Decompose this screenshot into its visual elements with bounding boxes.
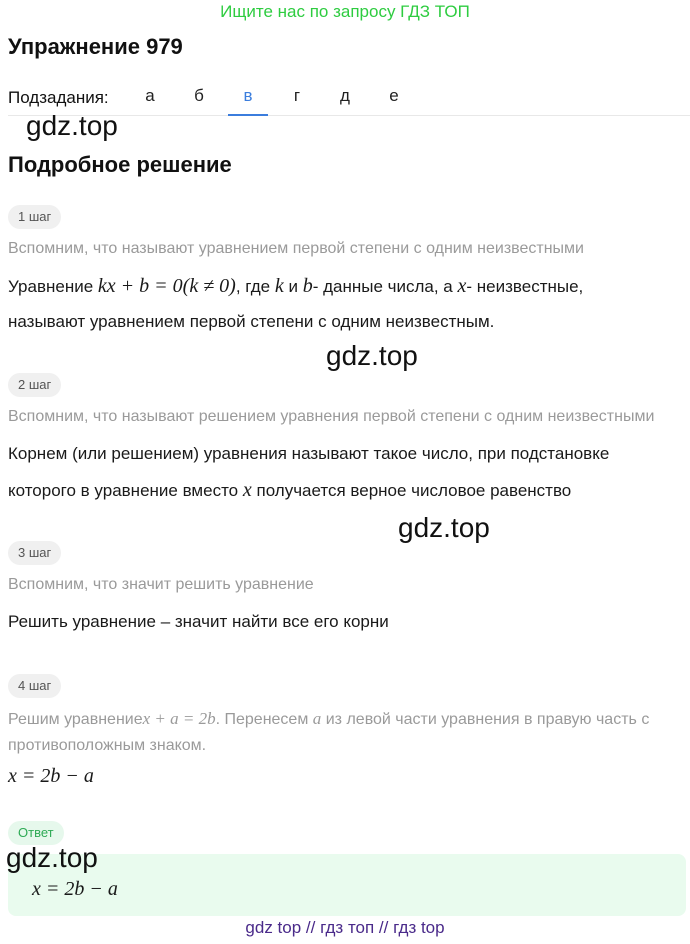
step-2-hint: Вспомним, что называют решением уравнения первой степени с одним неизвестными bbox=[8, 408, 655, 425]
var-b: b bbox=[302, 275, 313, 297]
watermark: gdz.top bbox=[26, 110, 118, 141]
step-2-text: которого в уравнение вместо bbox=[8, 481, 239, 500]
step-2-line-2 bbox=[8, 472, 571, 509]
step-4-result: x = 2b − a bbox=[8, 765, 94, 787]
tab-g[interactable]: г bbox=[293, 86, 301, 105]
step-2-text: получается верное числовое равенство bbox=[256, 481, 572, 500]
step-1-text: Уравнение bbox=[8, 277, 94, 296]
step-1-hint: Вспомним, что называют уравнением первой степени с одним неизвестными bbox=[8, 240, 584, 257]
step-1-line-2: называют уравнением первой степени с одним неизвестным. bbox=[8, 312, 495, 331]
tab-e[interactable]: е bbox=[389, 86, 399, 105]
var-k: k bbox=[274, 275, 284, 297]
watermark: gdz.top bbox=[398, 512, 490, 543]
subtasks-label: Подзадания: bbox=[8, 88, 109, 107]
step-4-badge: 4 шаг bbox=[8, 674, 61, 698]
watermark: gdz.top bbox=[326, 340, 418, 371]
var-x: x bbox=[242, 479, 252, 501]
step-4-hint-formula: x + a = 2b bbox=[142, 709, 216, 728]
step-1-text: , где bbox=[235, 277, 271, 296]
answer-box bbox=[8, 854, 686, 916]
step-2-badge: 2 шаг bbox=[8, 373, 61, 397]
step-1-line-1 bbox=[8, 268, 583, 305]
step-1-text: - неизвестные, bbox=[466, 277, 584, 296]
tab-a[interactable]: а bbox=[145, 86, 155, 105]
step-1-text: - данные числа, а bbox=[312, 277, 453, 296]
var-x: x bbox=[457, 275, 467, 297]
answer-formula: x = 2b − a bbox=[32, 878, 118, 900]
tab-d[interactable]: д bbox=[340, 86, 350, 105]
step-4-hint bbox=[8, 706, 684, 759]
tab-v[interactable]: в bbox=[228, 86, 268, 116]
page-title: Упражнение 979 bbox=[8, 34, 183, 59]
step-4-hint-text: противоположным знаком. bbox=[8, 737, 207, 754]
step-1-formula: kx + b = 0(k ≠ 0) bbox=[97, 275, 236, 297]
answer-badge: Ответ bbox=[8, 821, 64, 845]
step-3-badge: 3 шаг bbox=[8, 541, 61, 565]
step-4-hint-text: из левой части уравнения в правую часть с bbox=[325, 711, 650, 728]
step-1-text: и bbox=[288, 277, 298, 296]
top-banner: Ищите нас по запросу ГДЗ ТОП bbox=[220, 2, 470, 21]
step-4-hint-text: Решим уравнение bbox=[8, 711, 143, 728]
step-4-hint-text: . Перенесем bbox=[215, 711, 309, 728]
tab-b[interactable]: б bbox=[194, 86, 204, 105]
section-title: Подробное решение bbox=[8, 152, 232, 177]
step-3-hint: Вспомним, что значит решить уравнение bbox=[8, 576, 314, 593]
step-1-badge: 1 шаг bbox=[8, 205, 61, 229]
step-2-line-1: Корнем (или решением) уравнения называют такое число, при подстановке bbox=[8, 444, 610, 463]
footer-links[interactable]: gdz top // гдз топ // гдз top bbox=[245, 918, 445, 937]
watermark: gdz.top bbox=[6, 842, 98, 873]
var-a: a bbox=[312, 709, 322, 728]
step-3-line-1: Решить уравнение – значит найти все его корни bbox=[8, 612, 389, 631]
